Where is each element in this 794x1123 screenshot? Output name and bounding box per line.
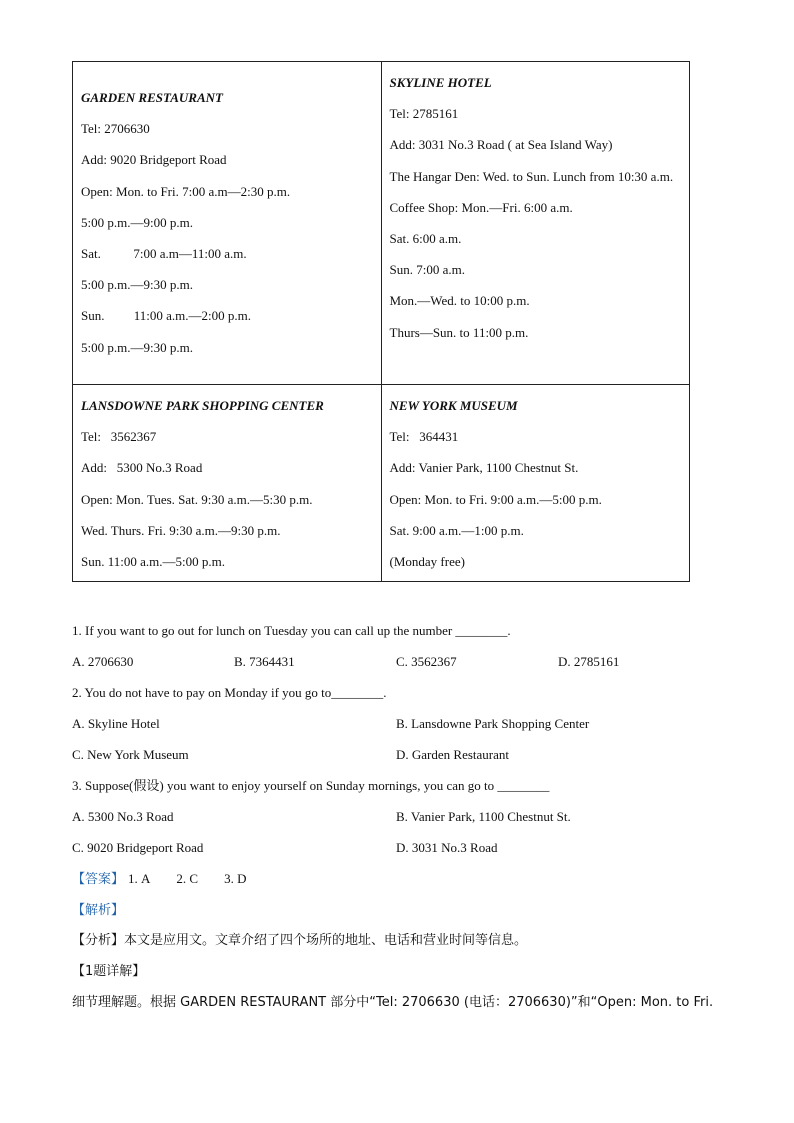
place-name: SKYLINE HOTEL xyxy=(389,75,492,90)
analysis-summary-line xyxy=(72,925,732,956)
question-1-detail-text: 细节理解题。根据 GARDEN RESTAURANT 部分中“Tel: 2706630 (电话：2706630)”和“Open: Mon. to Fri. xyxy=(72,995,714,1010)
question-1-stem: 1. If you want to go out for lunch on Tuesday you can call up the number ________. xyxy=(72,623,511,638)
info-line: Mon.—Wed. to 10:00 p.m. xyxy=(389,293,530,309)
info-line: Tel: 2785161 xyxy=(389,106,459,122)
question-1-detail-heading: 【1题详解】 xyxy=(72,964,146,979)
skyline-hotel-cell xyxy=(381,62,690,385)
option-c: C. 9020 Bridgeport Road xyxy=(72,840,204,855)
info-line: Add: 5300 No.3 Road xyxy=(81,460,203,476)
question-1-options xyxy=(72,646,732,677)
question-2-options-row-2 xyxy=(72,739,732,770)
option-b: B. Vanier Park, 1100 Chestnut St. xyxy=(396,809,571,824)
info-line: Open: Mon. Tues. Sat. 9:30 a.m.—5:30 p.m. xyxy=(81,491,313,507)
question-2-options-row-1 xyxy=(72,708,732,739)
option-d: D. 2785161 xyxy=(558,654,620,669)
option-a: A. Skyline Hotel xyxy=(72,716,160,731)
option-c: C. 3562367 xyxy=(396,654,457,669)
info-line: Tel: 3562367 xyxy=(81,429,157,445)
question-3-options-row-1 xyxy=(72,801,732,832)
answer-3: 3. D xyxy=(224,871,247,886)
info-line: Open: Mon. to Fri. 7:00 a.m—2:30 p.m. xyxy=(81,183,291,199)
analysis-heading xyxy=(72,894,732,925)
info-line: Add: Vanier Park, 1100 Chestnut St. xyxy=(389,460,579,476)
answer-values xyxy=(128,871,272,886)
option-b: B. 7364431 xyxy=(234,654,295,669)
info-line: Sun. 11:00 a.m.—2:00 p.m. xyxy=(81,308,251,324)
info-line: Sat. 9:00 a.m.—1:00 p.m. xyxy=(389,522,524,538)
answer-2: 2. C xyxy=(176,871,199,886)
answer-tag: 【答案】 xyxy=(72,872,125,887)
info-line: Sat. 6:00 a.m. xyxy=(389,231,462,247)
place-name: NEW YORK MUSEUM xyxy=(389,398,518,413)
answer-1: 1. A xyxy=(128,871,151,886)
info-line: Sun. 11:00 a.m.—5:00 p.m. xyxy=(81,554,225,570)
info-line: (Monday free) xyxy=(389,554,465,570)
info-line: Add: 9020 Bridgeport Road xyxy=(81,152,227,168)
info-line: Sat. 7:00 a.m—11:00 a.m. xyxy=(81,246,247,262)
analysis-tag: 【解析】 xyxy=(72,903,125,918)
option-b: B. Lansdowne Park Shopping Center xyxy=(396,716,590,731)
info-line: Open: Mon. to Fri. 9:00 a.m.—5:00 p.m. xyxy=(389,491,602,507)
question-3-stem: 3. Suppose(假设) you want to enjoy yourself on Sunday mornings, you can go to ________ xyxy=(72,778,550,793)
places-info-table xyxy=(72,61,690,582)
info-line: 5:00 p.m.—9:30 p.m. xyxy=(81,277,193,293)
analysis-summary-text: 本文是应用文。文章介绍了四个场所的地址、电话和营业时间等信息。 xyxy=(124,933,528,948)
answer-line xyxy=(72,863,732,894)
new-york-museum-cell xyxy=(381,385,690,582)
info-line: Wed. Thurs. Fri. 9:30 a.m.—9:30 p.m. xyxy=(81,522,281,538)
info-line: Sun. 7:00 a.m. xyxy=(389,262,465,278)
info-line: 5:00 p.m.—9:00 p.m. xyxy=(81,214,193,230)
option-d: D. 3031 No.3 Road xyxy=(396,840,498,855)
info-line: Coffee Shop: Mon.—Fri. 6:00 a.m. xyxy=(389,199,573,215)
question-2-stem: 2. You do not have to pay on Monday if you go to________. xyxy=(72,685,387,700)
info-line: 5:00 p.m.—9:30 p.m. xyxy=(81,339,193,355)
option-c: C. New York Museum xyxy=(72,747,189,762)
option-a: A. 2706630 xyxy=(72,654,134,669)
lansdowne-park-cell xyxy=(73,385,382,582)
questions-section xyxy=(72,615,732,1018)
info-line: Tel: 2706630 xyxy=(81,121,150,137)
analysis-summary-tag: 【分析】 xyxy=(72,933,125,948)
info-line: Tel: 364431 xyxy=(389,429,459,445)
option-a: A. 5300 No.3 Road xyxy=(72,809,174,824)
info-line: The Hangar Den: Wed. to Sun. Lunch from 10:30 a.m. xyxy=(389,168,674,184)
info-line: Thurs—Sun. to 11:00 p.m. xyxy=(389,324,529,340)
option-d: D. Garden Restaurant xyxy=(396,747,509,762)
info-line: Add: 3031 No.3 Road ( at Sea Island Way) xyxy=(389,137,613,153)
place-name: LANSDOWNE PARK SHOPPING CENTER xyxy=(81,398,324,413)
place-name: GARDEN RESTAURANT xyxy=(81,90,223,105)
question-3-options-row-2 xyxy=(72,832,732,863)
garden-restaurant-cell xyxy=(73,62,382,385)
